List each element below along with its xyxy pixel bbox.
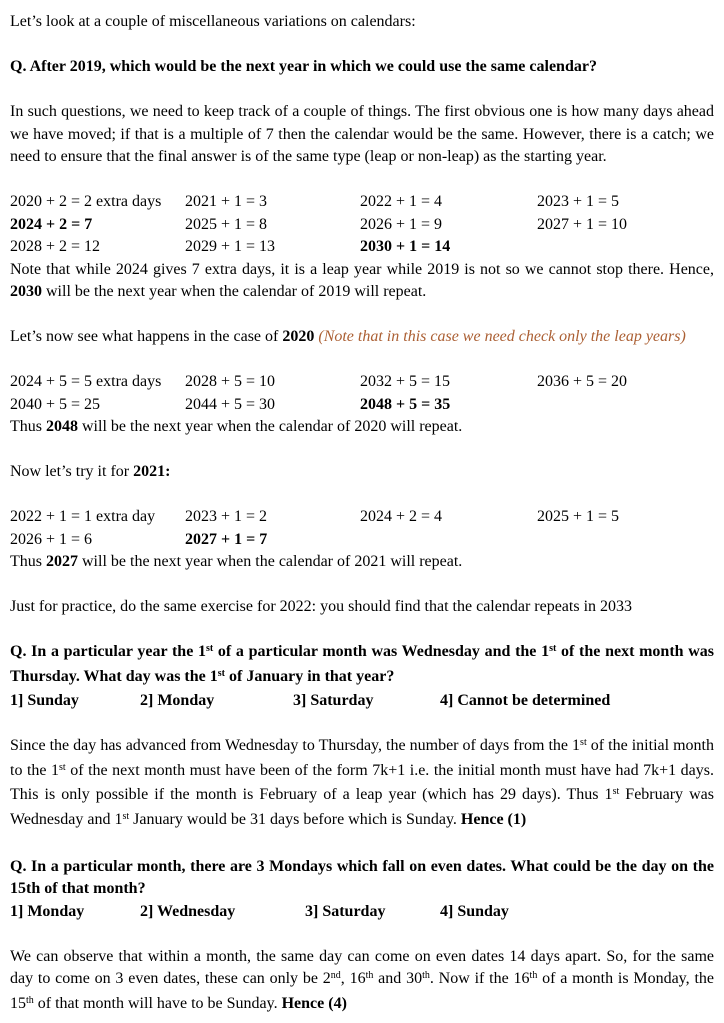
text-segment: 2028 + 2 = 12 (10, 238, 101, 255)
question-1-explanation (10, 101, 714, 169)
calc-cell (537, 506, 714, 529)
calc-row (10, 529, 714, 552)
text-segment: We can observe that within a month, the same day can come on even dates 14 days apart. So, for the same day to come on 3 even dates, these can only be 2 (10, 947, 714, 987)
text-segment: 2024 + 5 = 5 extra days (10, 373, 162, 390)
text-segment: 2027 + 1 = 10 (537, 215, 628, 233)
text-segment: Thus (10, 418, 46, 435)
calc-cell (360, 191, 537, 214)
calc-row (10, 394, 714, 417)
text-segment: of the next month must have been of the form 7k+1 i.e. the initial month must have had 7k+1 days. This is only possible if the month is February of a leap year (which has 29 days). Thus 1 (10, 761, 714, 803)
text-segment: of that month will have to be Sunday. (33, 994, 282, 1012)
question-1 (10, 56, 714, 79)
text-segment: 2030 (10, 283, 42, 300)
text-segment: th (26, 994, 34, 1006)
text-segment: Hence (4) (281, 994, 347, 1012)
text-segment: In such questions, we need to keep track of a couple of things. The first obvious one is how many days ahead we have moved; if that is a multiple of 7 then the calendar would be the same. However, there is a catch; we need to ensure that the final answer is of the same type (leap or non-leap) as the starting year. (10, 103, 714, 165)
text-segment: 2032 + 5 = 15 (360, 373, 451, 390)
calc-cell (537, 394, 714, 417)
calc-cell (360, 529, 537, 552)
text-segment: Q. In a particular month, there are 3 Mondays which fall on even dates. What could be the day on the 15th of that month? (10, 857, 714, 897)
calc-cell (10, 191, 185, 214)
text-segment: Note that while 2024 gives 7 extra days, it is a leap year while 2019 is not so we cannot stop there. Hence, (10, 260, 714, 278)
intro-text (10, 11, 714, 34)
text-segment: st (59, 761, 66, 773)
calc-cell (185, 214, 360, 237)
text-segment: 2025 + 1 = 5 (537, 508, 620, 525)
text-segment: of a particular month was Wednesday and the 1 (213, 643, 550, 660)
conclusion-2021 (10, 551, 714, 574)
conclusion-2020 (10, 416, 714, 439)
option-1: 1] Monday (10, 902, 85, 920)
calc-cell (185, 394, 360, 417)
text-segment: th (365, 970, 374, 981)
question-3-block (10, 856, 714, 924)
text-segment: will be the next year when the calendar of 2021 will repeat. (78, 553, 463, 570)
text-segment: February was Wednesday and 1 (10, 786, 715, 828)
text-segment: 2020 (282, 328, 315, 345)
calc-cell (185, 191, 360, 214)
text-segment: . Now if the 16 (429, 970, 530, 987)
calc-block-2021 (10, 506, 714, 574)
text-segment: 2030 + 1 = 14 (360, 238, 451, 255)
text-segment: 2021: (133, 463, 171, 480)
text-segment: 2048 + 5 = 35 (360, 395, 451, 413)
calc-cell (185, 236, 360, 259)
calc-grid-2019 (10, 191, 714, 259)
text-segment: 2020 + 2 = 2 extra days (10, 193, 162, 210)
question-2 (10, 641, 714, 690)
option-1: 1] Sunday (10, 692, 79, 709)
text-segment: , 16 (340, 970, 366, 987)
question-2-options (10, 690, 714, 713)
calc-grid-2020 (10, 371, 714, 416)
text-segment: January would be 31 days before which is Sunday. (129, 810, 461, 828)
option-4: 4] Sunday (440, 902, 509, 920)
text-segment: 2024 + 2 = 4 (360, 508, 443, 525)
calc-grid-2021 (10, 506, 714, 551)
text-segment: Since the day has advanced from Wednesday to Thursday, the number of days from the 1 (10, 737, 581, 754)
text-segment: 2021 + 1 = 3 (185, 193, 268, 210)
calc-cell (10, 214, 185, 237)
lead-2021 (10, 461, 714, 484)
text-segment: 2022 + 1 = 4 (360, 193, 443, 210)
calc-block-2019 (10, 191, 714, 304)
option-3: 3] Saturday (293, 692, 374, 709)
text-segment: of the initial month to the 1 (10, 737, 714, 779)
text-segment: will be the next year when the calendar of 2020 will repeat. (78, 418, 463, 435)
question-2-explanation (10, 735, 714, 833)
text-segment: 2026 + 1 = 9 (360, 215, 443, 233)
calc-cell (185, 371, 360, 394)
text-segment: 2023 + 1 = 5 (537, 193, 620, 210)
text-segment: Let’s now see what happens in the case of (10, 328, 283, 345)
text-segment: 2048 (46, 418, 78, 435)
lead-2020 (10, 326, 714, 349)
calc-cell (360, 371, 537, 394)
text-segment: 2026 + 1 = 6 (10, 530, 93, 548)
calc-cell (10, 394, 185, 417)
text-segment: st (580, 737, 587, 748)
calc-cell (537, 371, 714, 394)
text-segment: st (612, 786, 620, 797)
text-segment: of January in that year? (225, 667, 395, 685)
text-segment: 2040 + 5 = 25 (10, 395, 101, 413)
question-3-explanation (10, 946, 714, 1018)
calc-cell (537, 191, 714, 214)
calc-cell (10, 529, 185, 552)
text-segment: st (217, 667, 225, 679)
text-segment: st (122, 810, 130, 822)
text-segment: st (549, 643, 557, 654)
option-4: 4] Cannot be determined (440, 692, 611, 709)
calc-cell (537, 529, 714, 552)
text-segment: Q. In a particular year the 1 (10, 643, 206, 660)
question-3 (10, 856, 714, 901)
calc-cell (360, 394, 537, 417)
calc-row (10, 214, 714, 237)
text-segment: Let’s look at a couple of miscellaneous variations on calendars: (10, 13, 416, 30)
text-segment: 2022 + 1 = 1 extra day (10, 508, 156, 525)
text-segment: Thus (10, 553, 46, 570)
note-2019 (10, 259, 714, 304)
text-segment: of a month is Monday, the 15 (10, 970, 715, 1012)
calc-cell (360, 214, 537, 237)
calc-row (10, 506, 714, 529)
text-segment: Now let’s try it for (10, 463, 134, 480)
text-segment: 2036 + 5 = 20 (537, 373, 628, 390)
calc-cell (537, 236, 714, 259)
text-segment: Just for practice, do the same exercise for 2022: you should find that the calendar repeats in 2033 (10, 598, 633, 615)
calc-cell (537, 214, 714, 237)
text-segment: 2027 + 1 = 7 (185, 530, 268, 548)
text-segment: 2044 + 5 = 30 (185, 395, 276, 413)
text-segment: 2025 + 1 = 8 (185, 215, 268, 233)
calc-row (10, 191, 714, 214)
calc-cell (360, 236, 537, 259)
text-segment: th (529, 970, 538, 981)
text-segment: will be the next year when the calendar of 2019 will repeat. (42, 283, 427, 300)
text-segment: 2024 + 2 = 7 (10, 215, 93, 233)
text-segment: st (205, 643, 214, 654)
calc-cell (185, 506, 360, 529)
text-segment: (Note that in this case we need check only the leap years) (318, 328, 686, 345)
text-segment: and 30 (373, 970, 423, 987)
text-segment: nd (330, 970, 341, 981)
text-segment: Q. After 2019, which would be the next year in which we could use the same calendar? (10, 58, 597, 75)
calc-block-2020 (10, 371, 714, 439)
calc-row (10, 371, 714, 394)
text-segment: 2027 (46, 553, 78, 570)
option-2: 2] Monday (140, 692, 215, 709)
calc-cell (10, 236, 185, 259)
text-segment: th (422, 970, 430, 981)
practice-note (10, 596, 714, 619)
text-segment: Hence (1) (460, 810, 527, 828)
calc-row (10, 236, 714, 259)
text-segment: 2028 + 5 = 10 (185, 373, 276, 390)
option-3: 3] Saturday (305, 902, 386, 920)
calc-cell (10, 371, 185, 394)
calc-cell (185, 529, 360, 552)
option-2: 2] Wednesday (140, 902, 236, 920)
text-segment: of the next month was Thursday. What day was the 1 (10, 643, 715, 685)
calc-cell (360, 506, 537, 529)
text-segment: 2023 + 1 = 2 (185, 508, 268, 525)
question-3-options (10, 901, 714, 924)
question-2-block (10, 641, 714, 713)
text-segment: 2029 + 1 = 13 (185, 238, 276, 255)
calc-cell (10, 506, 185, 529)
